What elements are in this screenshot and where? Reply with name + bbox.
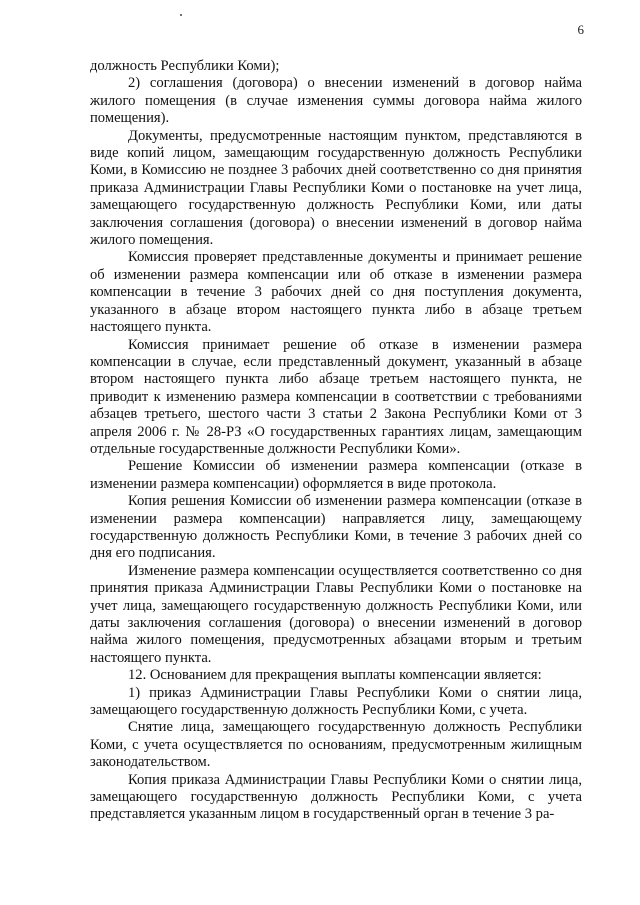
paragraph: Комиссия проверяет представленные документы и принимает решение об изменении размера компенсации или об отказе в изменении размера компенсации в течение 3 рабочих дней со дня поступления документа, указанного в абзаце втором настоящего пункта либо в абзаце третьем настоящего пункта. (90, 249, 582, 336)
paragraph: Снятие лица, замещающего государственную должность Республики Коми, с учета осуществляется по основаниям, предусмотренным жилищным законодательством. (90, 719, 582, 771)
paragraph: 12. Основанием для прекращения выплаты компенсации является: (128, 667, 542, 684)
paragraph: 1) приказ Администрации Главы Республики Коми о снятии лица, замещающего государственную должность Республики Коми, с учета. (90, 684, 582, 719)
paragraph: Документы, предусмотренные настоящим пунктом, представляются в виде копий лицом, замещающим государственную должность Республики Коми, в Комиссию не позднее 3 рабочих дней соответственно со дня принятия приказа Администрации Главы Республики Коми о постановке на учет лица, замещающего государственную должность Республики Коми, или даты заключения соглашения (договора) о внесении изменений в договор найма жилого помещения. (90, 127, 582, 249)
paragraph: Комиссия принимает решение об отказе в изменении размера компенсации в случае, если представленный документ, указанный в абзаце втором настоящего пункта либо абзаце третьем настоящего пункта, не приводит к изменению размера компенсации в соответствии с требованиями абзацев третьего, шестого части 3 статьи 2 Закона Республики Коми от 3 апреля 2006 г. № 28-РЗ «О государственных гарантиях лицам, замещающим отдельные государственные должности Республики Коми». (90, 336, 582, 457)
document-body (90, 58, 582, 824)
paragraph: Копия приказа Администрации Главы Республики Коми о снятии лица, замещающего государственную должность Республики Коми, с учета представляется указанным лицом в государственный орган в течение 3 ра- (90, 771, 582, 823)
paragraph: Копия решения Комиссии об изменении размера компенсации (отказе в изменении размера компенсации) направляется лицу, замещающему государственную должность Республики Коми, в течение 3 рабочих дней со дня его подписания. (90, 493, 582, 562)
paragraph: 2) соглашения (договора) о внесении изменений в договор найма жилого помещения (в случае изменения суммы договора найма жилого помещения). (90, 75, 582, 127)
scan-speck (180, 14, 182, 16)
paragraph: должность Республики Коми); (90, 58, 280, 74)
page-number: 6 (577, 22, 584, 37)
paragraph: Решение Комиссии об изменении размера компенсации (отказе в изменении размера компенсации) оформляется в виде протокола. (90, 458, 582, 492)
paragraph: Изменение размера компенсации осуществляется соответственно со дня принятия приказа Администрации Главы Республики Коми о постановке на учет лица, замещающего государственную должность Республики Коми, или даты заключения соглашения (договора) о внесении изменений в договор найма жилого помещения, предусмотренных абзацами вторым и третьим настоящего пункта. (90, 562, 582, 666)
